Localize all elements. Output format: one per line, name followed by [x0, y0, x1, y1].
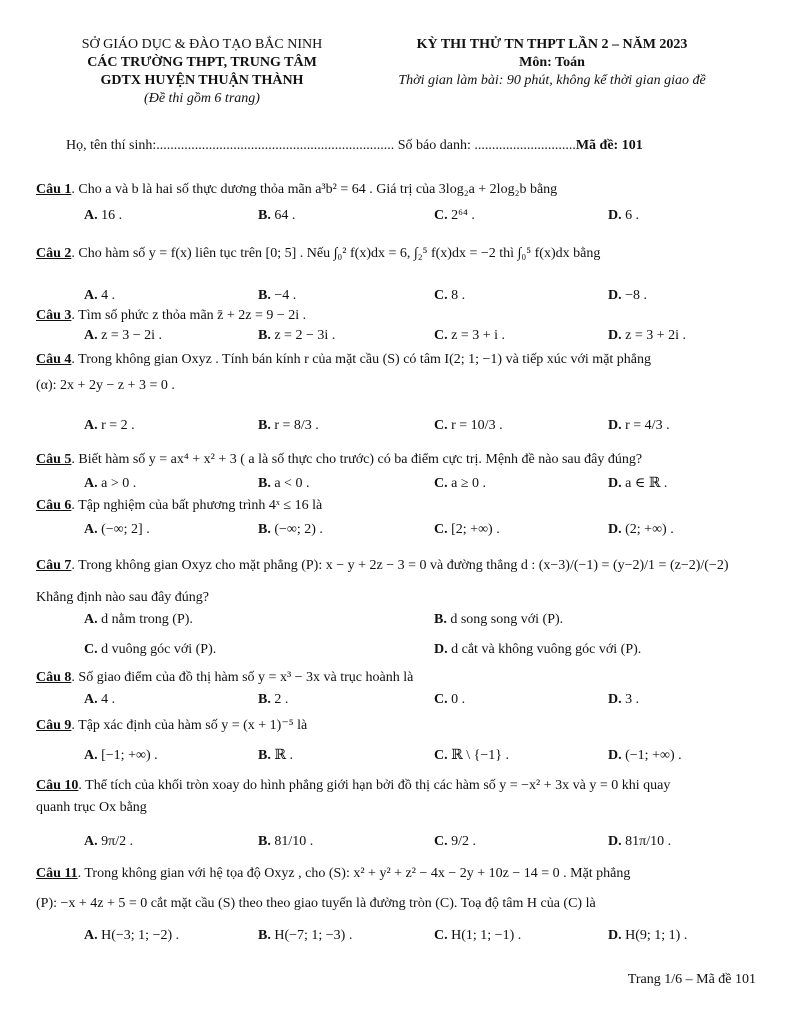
option-value: r = 10/3 .	[447, 418, 503, 433]
option-d	[608, 474, 667, 494]
student-name-label: Họ, tên thí sinh:....................................................................	[66, 138, 395, 153]
page-footer: Trang 1/6 – Mã đề 101	[627, 972, 756, 987]
option-value: 6 .	[621, 208, 640, 223]
option-letter: C.	[434, 476, 448, 491]
option-letter: B.	[258, 928, 271, 943]
question-number: Câu 2	[36, 246, 72, 261]
option-value: 8 .	[447, 288, 466, 303]
exam-code: Mã đề: 101	[575, 138, 643, 153]
option-value: (−1; +∞) .	[621, 748, 682, 763]
option-letter: A.	[84, 692, 98, 707]
option-value: a ≥ 0 .	[447, 476, 487, 491]
option-value: (−∞; 2] .	[97, 522, 150, 537]
option-value: 3 .	[621, 692, 640, 707]
question-9	[36, 716, 758, 763]
option-value: H(−3; 1; −2) .	[97, 928, 180, 943]
option-d	[608, 746, 682, 766]
question-5	[36, 450, 758, 491]
question-number: Câu 5	[36, 452, 72, 467]
options-row	[36, 520, 758, 540]
question-text-line2: quanh trục Ox bằng	[36, 800, 147, 815]
option-c	[434, 746, 509, 766]
header-right	[362, 36, 742, 90]
option-letter: C.	[434, 692, 448, 707]
option-letter: C.	[434, 748, 448, 763]
option-letter: D.	[608, 748, 622, 763]
question-text-line2: (P): −x + 4z + 5 = 0 cắt mặt cầu (S) theo theo giao tuyến là đường tròn (C). Toạ độ tâm H của (C) là	[36, 896, 596, 911]
question-number: Câu 8	[36, 670, 72, 685]
option-value: a < 0 .	[270, 476, 310, 491]
option-c	[434, 474, 486, 494]
question-number: Câu 7	[36, 558, 72, 573]
option-value: 4 .	[97, 692, 116, 707]
option-letter: D.	[608, 928, 622, 943]
question-text: . Trong không gian với hệ tọa độ Oxyz , cho (S): x² + y² + z² − 4x − 2y + 10z − 14 = 0 . Mặt phẳng	[77, 866, 631, 881]
question-6	[36, 496, 758, 537]
option-letter: B.	[258, 418, 271, 433]
option-letter: A.	[84, 328, 98, 343]
option-value: 2 .	[270, 692, 289, 707]
option-b	[258, 416, 319, 436]
option-value: (−∞; 2) .	[270, 522, 323, 537]
options-row	[36, 326, 758, 346]
option-d	[608, 206, 639, 226]
question-10	[36, 776, 758, 849]
option-letter: B.	[258, 208, 271, 223]
option-value: −4 .	[270, 288, 297, 303]
school-district-name: GDTX HUYỆN THUẬN THÀNH	[100, 73, 304, 88]
option-a	[84, 520, 150, 540]
question-text-line2: Khẳng định nào sau đây đúng?	[36, 590, 210, 605]
option-d	[608, 832, 671, 852]
option-a	[84, 206, 122, 226]
option-b	[258, 286, 296, 306]
option-value: ℝ .	[270, 748, 293, 763]
option-a	[84, 746, 158, 766]
option-letter: D.	[608, 476, 622, 491]
option-letter: A.	[84, 748, 98, 763]
option-letter: B.	[434, 612, 447, 627]
option-c	[434, 286, 465, 306]
option-d	[608, 286, 647, 306]
option-letter: C.	[434, 288, 448, 303]
question-number: Câu 1	[36, 182, 72, 197]
options-row	[36, 416, 758, 436]
option-a	[84, 610, 193, 630]
question-11	[36, 864, 758, 943]
option-b	[258, 474, 309, 494]
options-row	[36, 926, 758, 946]
option-value: z = 2 − 3i .	[270, 328, 336, 343]
option-value: d nằm trong (P).	[97, 612, 193, 627]
option-value: d song song với (P).	[446, 612, 564, 627]
option-d	[608, 326, 686, 346]
option-d	[608, 416, 670, 436]
option-c	[434, 832, 476, 852]
student-info-line	[66, 138, 746, 154]
subject: Môn: Toán	[519, 55, 585, 70]
option-value: (2; +∞) .	[621, 522, 674, 537]
option-c	[434, 690, 465, 710]
option-value: a ∈ ℝ .	[621, 476, 668, 491]
exam-title: KỲ THI THỬ TN THPT LẦN 2 – NĂM 2023	[416, 37, 688, 52]
option-value: z = 3 − 2i .	[97, 328, 163, 343]
option-value: z = 3 + 2i .	[621, 328, 687, 343]
option-letter: C.	[434, 834, 448, 849]
option-value: z = 3 + i .	[447, 328, 506, 343]
option-letter: A.	[84, 834, 98, 849]
option-a	[84, 286, 115, 306]
option-letter: D.	[608, 208, 622, 223]
option-letter: B.	[258, 288, 271, 303]
options-row	[36, 690, 758, 710]
option-value: 2⁶⁴ .	[447, 208, 475, 223]
question-1	[36, 180, 758, 223]
question-text: . Cho a và b là hai số thực dương thỏa mãn a³b² = 64 . Giá trị của 3log₂a + 2log₂b bằng	[71, 182, 558, 197]
option-letter: C.	[434, 328, 448, 343]
option-letter: D.	[608, 522, 622, 537]
options-row	[36, 286, 758, 306]
question-number: Câu 11	[36, 866, 78, 881]
option-letter: D.	[434, 642, 448, 657]
question-text: . Biết hàm số y = ax⁴ + x² + 3 ( a là số thực cho trước) có ba điểm cực trị. Mệnh đề nào sau đây đúng?	[71, 452, 643, 467]
question-number: Câu 9	[36, 718, 72, 733]
question-number: Câu 6	[36, 498, 72, 513]
option-letter: B.	[258, 522, 271, 537]
option-a	[84, 926, 179, 946]
option-letter: C.	[434, 208, 448, 223]
option-value: 81π/10 .	[621, 834, 672, 849]
options-row	[36, 832, 758, 852]
option-b	[258, 326, 335, 346]
option-value: [2; +∞) .	[447, 522, 500, 537]
option-a	[84, 690, 115, 710]
option-letter: D.	[608, 288, 622, 303]
option-b	[258, 520, 323, 540]
question-7	[36, 556, 758, 657]
question-text: . Cho hàm số y = f(x) liên tục trên [0; 5] . Nếu ∫₀² f(x)dx = 6, ∫₂⁵ f(x)dx = −2 thì ∫₀⁵ f(x)dx bằng	[71, 246, 601, 261]
option-letter: C.	[434, 522, 448, 537]
option-value: ℝ \ {−1} .	[447, 748, 509, 763]
options-row-1	[36, 610, 758, 630]
option-letter: A.	[84, 208, 98, 223]
option-value: 9/2 .	[447, 834, 477, 849]
option-letter: A.	[84, 612, 98, 627]
header-left	[52, 36, 352, 108]
question-4	[36, 350, 758, 433]
department-name: SỞ GIÁO DỤC & ĐÀO TẠO BẮC NINH	[81, 37, 323, 52]
student-id-label: Số báo danh: .............................	[397, 138, 576, 153]
option-value: 16 .	[97, 208, 123, 223]
option-a	[84, 474, 136, 494]
option-letter: C.	[434, 928, 448, 943]
option-d	[608, 926, 687, 946]
option-letter: A.	[84, 476, 98, 491]
option-b	[258, 926, 352, 946]
option-letter: C.	[84, 642, 98, 657]
option-b	[258, 832, 313, 852]
option-letter: C.	[434, 418, 448, 433]
option-a	[84, 832, 133, 852]
question-text: . Trong không gian Oxyz cho mặt phẳng (P): x − y + 2z − 3 = 0 và đường thẳng d : (x−3)/(−1) = (y−2)/1 = (z−2)/(−2)	[71, 558, 729, 573]
option-value: H(1; 1; −1) .	[447, 928, 522, 943]
option-letter: B.	[258, 328, 271, 343]
options-row	[36, 206, 758, 226]
options-row	[36, 746, 758, 766]
option-b	[258, 746, 293, 766]
option-value: −8 .	[621, 288, 648, 303]
option-letter: B.	[258, 748, 271, 763]
option-b	[434, 610, 563, 630]
option-letter: B.	[258, 476, 271, 491]
time-note: Thời gian làm bài: 90 phút, không kể thời gian giao đề	[398, 73, 706, 88]
question-8	[36, 668, 758, 707]
option-value: [−1; +∞) .	[97, 748, 158, 763]
question-text: . Tìm số phức z thỏa mãn z̄ + 2z = 9 − 2i .	[71, 308, 307, 323]
option-b	[258, 690, 288, 710]
option-value: 9π/2 .	[97, 834, 134, 849]
option-c	[434, 926, 521, 946]
option-letter: A.	[84, 522, 98, 537]
option-d	[608, 520, 674, 540]
question-text: . Số giao điểm của đồ thị hàm số y = x³ − 3x và trục hoành là	[71, 670, 414, 685]
option-c	[84, 640, 216, 660]
options-row-2	[36, 640, 758, 660]
question-text-line2: (α): 2x + 2y − z + 3 = 0 .	[36, 378, 175, 393]
option-value: 64 .	[270, 208, 296, 223]
option-letter: D.	[608, 834, 622, 849]
question-number: Câu 4	[36, 352, 72, 367]
option-letter: D.	[608, 418, 622, 433]
question-text: . Tập xác định của hàm số y = (x + 1)⁻⁵ là	[71, 718, 308, 733]
option-letter: A.	[84, 288, 98, 303]
option-value: 4 .	[97, 288, 116, 303]
option-value: r = 4/3 .	[621, 418, 670, 433]
option-value: r = 8/3 .	[270, 418, 319, 433]
question-text: . Thể tích của khối tròn xoay do hình phẳng giới hạn bởi đồ thị các hàm số y = −x² + 3x và y = 0 khi quay	[78, 778, 671, 793]
question-number: Câu 10	[36, 778, 79, 793]
option-value: a > 0 .	[97, 476, 137, 491]
option-c	[434, 416, 503, 436]
option-value: d cắt và không vuông góc với (P).	[447, 642, 642, 657]
option-letter: B.	[258, 692, 271, 707]
school-group-name: CÁC TRƯỜNG THPT, TRUNG TÂM	[87, 55, 317, 70]
question-3	[36, 306, 758, 343]
option-c	[434, 326, 505, 346]
option-value: H(9; 1; 1) .	[621, 928, 688, 943]
option-value: r = 2 .	[97, 418, 135, 433]
option-letter: D.	[608, 692, 622, 707]
option-letter: A.	[84, 418, 98, 433]
option-d	[608, 690, 639, 710]
option-c	[434, 520, 500, 540]
options-row	[36, 474, 758, 494]
question-text: . Tập nghiệm của bất phương trình 4ˣ ≤ 16 là	[71, 498, 323, 513]
option-a	[84, 326, 162, 346]
question-number: Câu 3	[36, 308, 72, 323]
option-a	[84, 416, 135, 436]
option-letter: B.	[258, 834, 271, 849]
option-d	[434, 640, 641, 660]
option-letter: D.	[608, 328, 622, 343]
option-value: H(−7; 1; −3) .	[270, 928, 353, 943]
option-b	[258, 206, 295, 226]
option-value: d vuông góc với (P).	[97, 642, 217, 657]
page-count-note: (Đề thi gồm 6 trang)	[144, 91, 260, 106]
option-letter: A.	[84, 928, 98, 943]
question-2	[36, 244, 758, 303]
option-value: 81/10 .	[270, 834, 314, 849]
option-value: 0 .	[447, 692, 466, 707]
option-c	[434, 206, 475, 226]
question-text: . Trong không gian Oxyz . Tính bán kính r của mặt cầu (S) có tâm I(2; 1; −1) và tiếp xúc với mặt phẳng	[71, 352, 652, 367]
